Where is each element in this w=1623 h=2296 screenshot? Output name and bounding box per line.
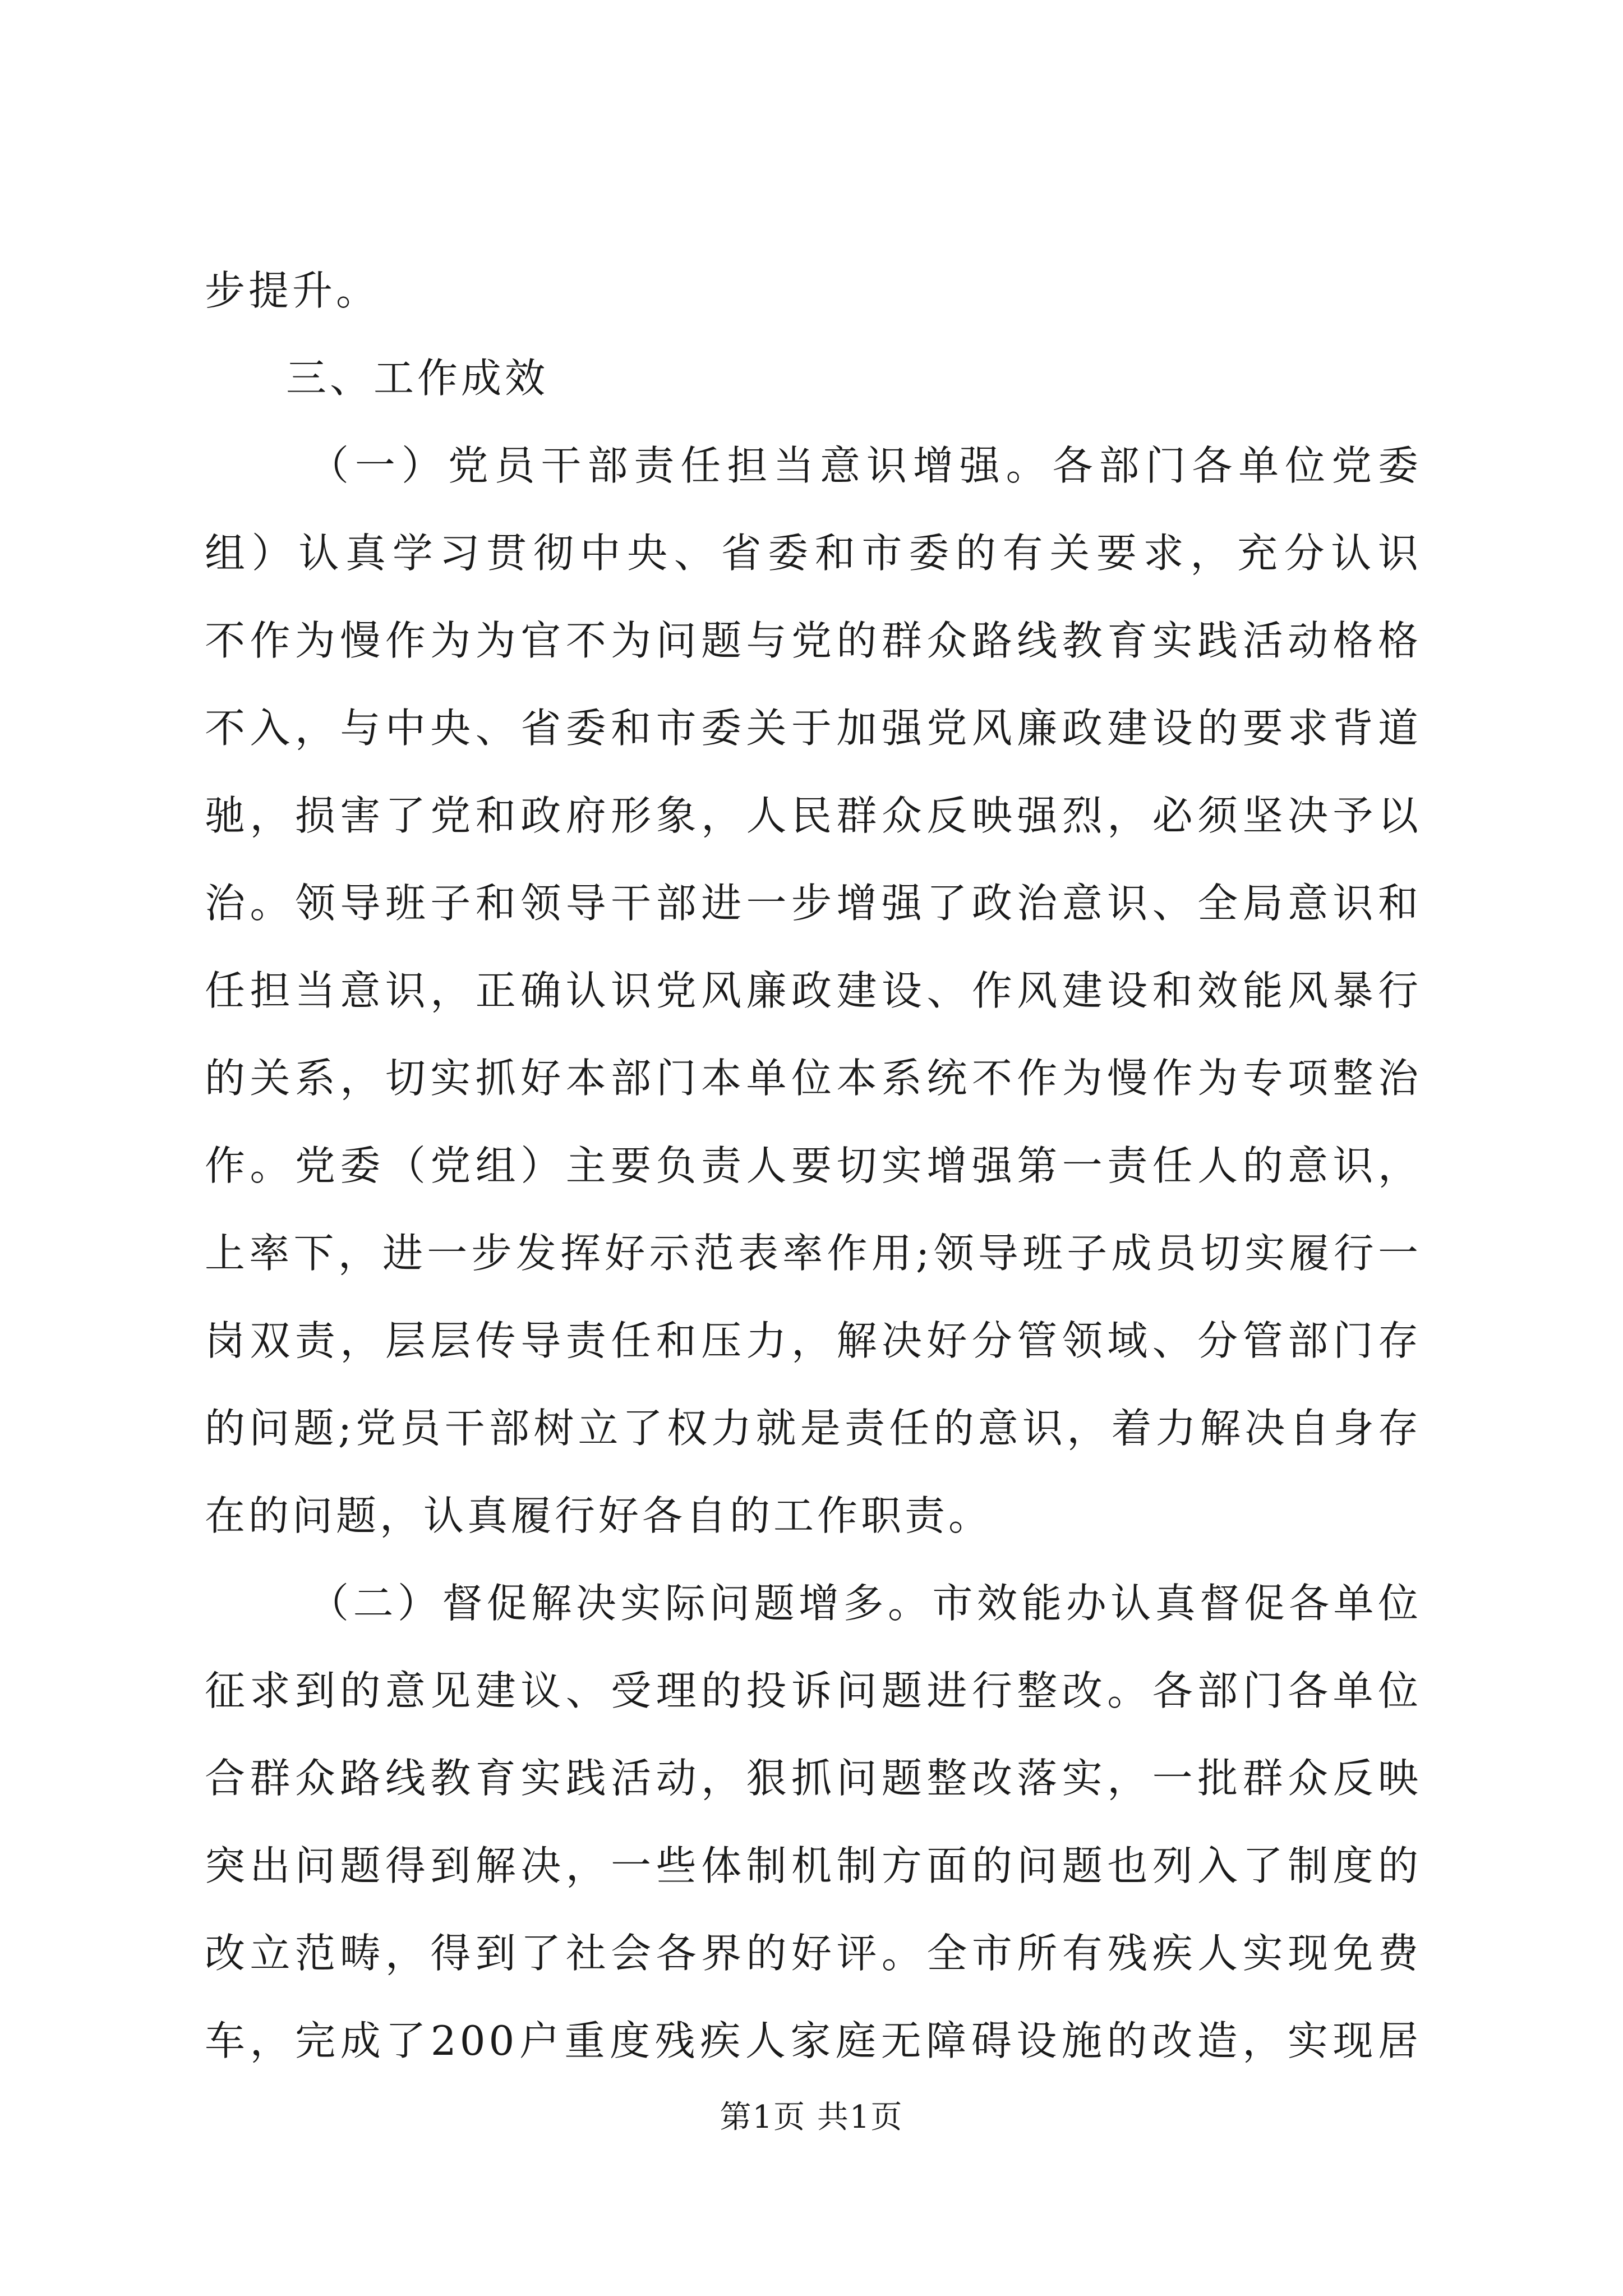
text-line: 的关系，切实抓好本部门本单位本系统不作为慢作为专项整治 [205, 1055, 1422, 1102]
text-line: 不入，与中央、省委和市委关于加强党风廉政建设的要求背道 [205, 705, 1422, 752]
document-body [205, 247, 1422, 2085]
text-line: 合群众路线教育实践活动，狠抓问题整改落实，一批群众反映 [205, 1755, 1422, 1802]
paragraph-start: （二）督促解决实际问题增多。市效能办认真督促各单位 [308, 1580, 1422, 1627]
text-line: 步提升。 [205, 267, 380, 314]
text-line: 驰，损害了党和政府形象，人民群众反映强烈，必须坚决予以 [205, 792, 1422, 839]
text-line: 不作为慢作为为官不为问题与党的群众路线教育实践活动格格 [205, 617, 1422, 664]
text-line: 任担当意识，正确认识党风廉政建设、作风建设和效能风暴行 [205, 967, 1422, 1014]
section-heading: 三、工作成效 [286, 355, 549, 402]
text-line: 的问题;党员干部树立了权力就是责任的意识，着力解决自身存 [205, 1405, 1422, 1452]
text-line: 作。党委（党组）主要负责人要切实增强第一责任人的意识， [205, 1142, 1422, 1189]
text-line: 车，完成了200户重度残疾人家庭无障碍设施的改造，实现居 [205, 2017, 1422, 2064]
text-line: 征求到的意见建议、受理的投诉问题进行整改。各部门各单位 [205, 1667, 1422, 1714]
paragraph-start: （一）党员干部责任担当意识增强。各部门各单位党委 [308, 442, 1422, 489]
text-line: 改立范畴，得到了社会各界的好评。全市所有残疾人实现免费 [205, 1930, 1422, 1977]
text-line: 岗双责，层层传导责任和压力，解决好分管领域、分管部门存 [205, 1317, 1422, 1364]
page-footer: 第1页 共1页 [720, 2099, 903, 2136]
text-line: 突出问题得到解决，一些体制机制方面的问题也列入了制度的 [205, 1842, 1422, 1889]
text-line: 组）认真学习贯彻中央、省委和市委的有关要求，充分认识 [205, 530, 1422, 577]
text-line: 在的问题，认真履行好各自的工作职责。 [205, 1492, 993, 1539]
text-line: 上率下，进一步发挥好示范表率作用;领导班子成员切实履行一 [205, 1230, 1422, 1277]
text-line: 治。领导班子和领导干部进一步增强了政治意识、全局意识和 [205, 880, 1422, 927]
